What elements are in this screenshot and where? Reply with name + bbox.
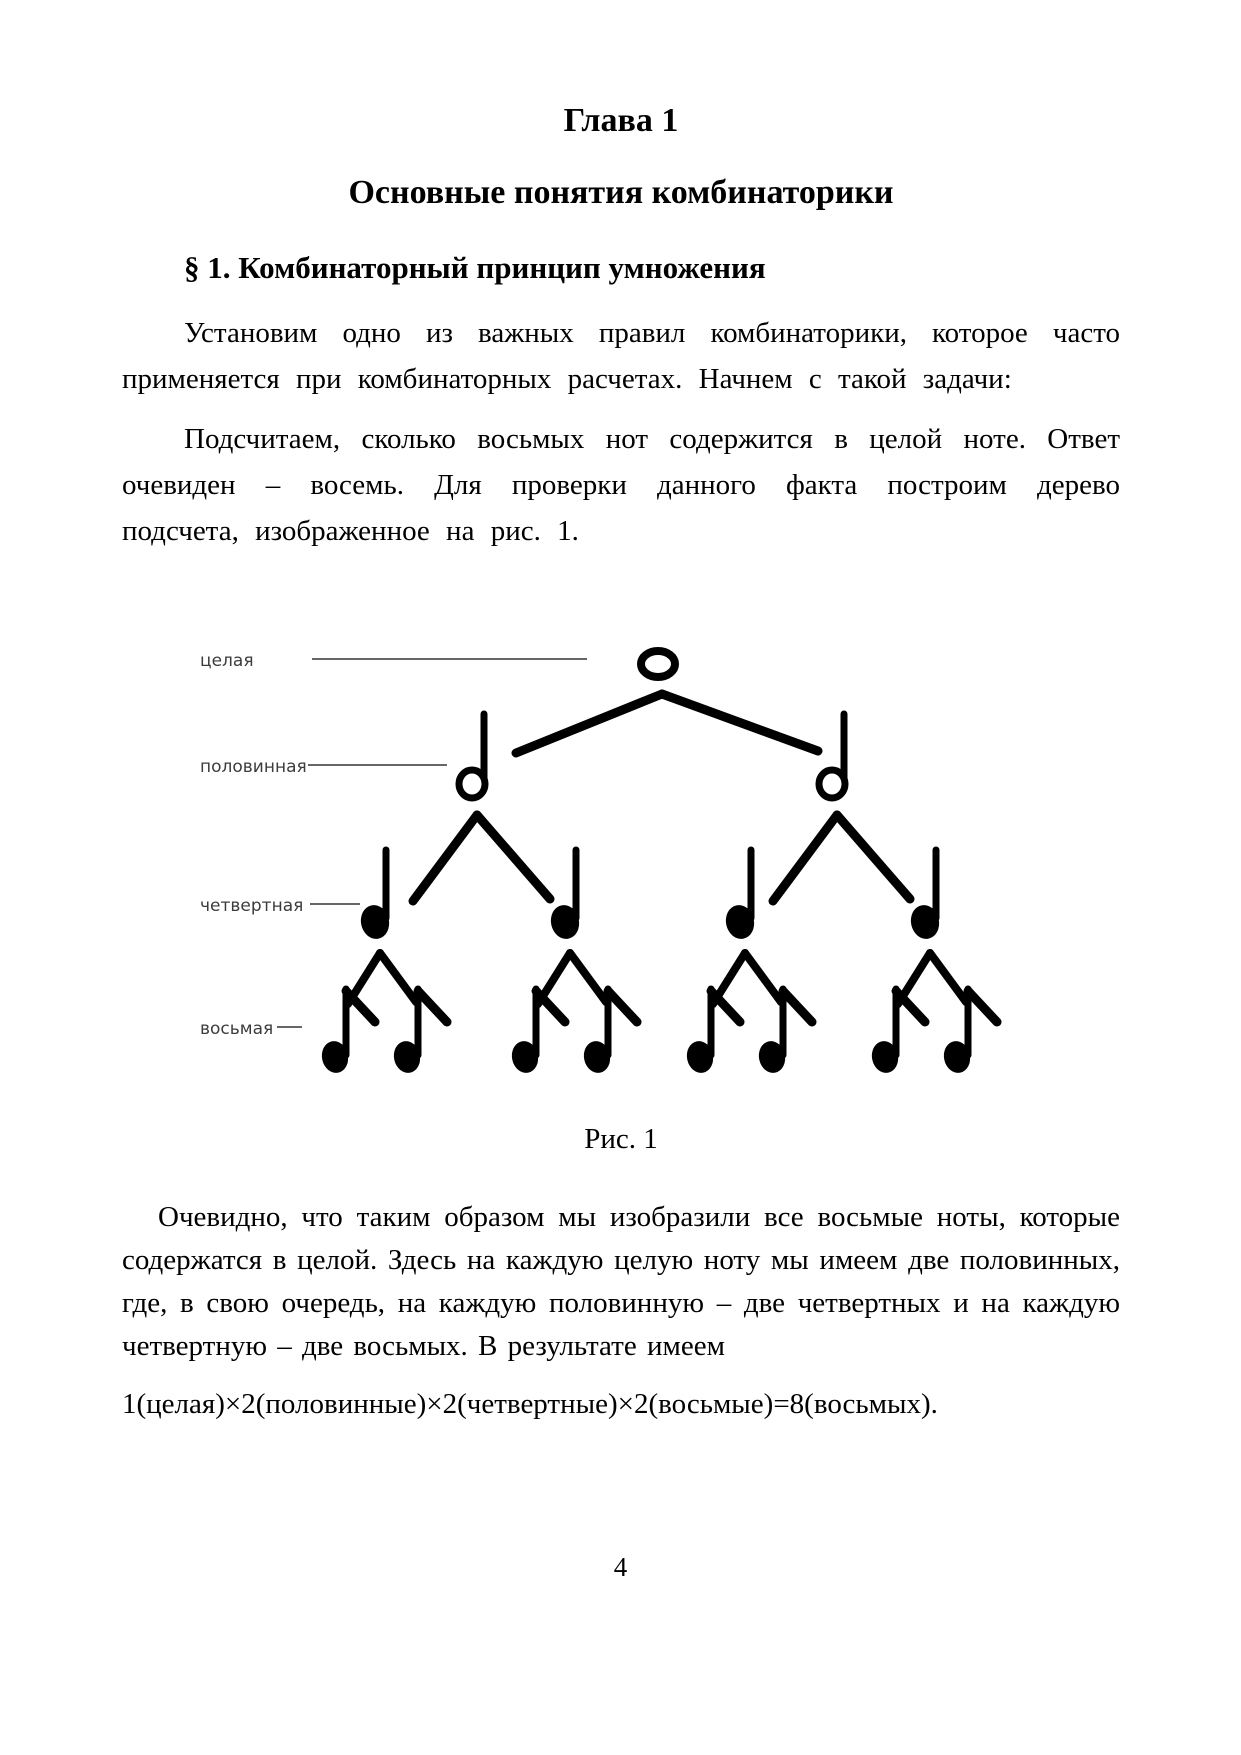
figure-note-tree bbox=[122, 572, 1120, 1160]
label-eighth-note: восьмая bbox=[200, 1019, 274, 1039]
page-number: 4 bbox=[613, 1552, 628, 1582]
branches-level-1 bbox=[516, 694, 818, 753]
branches-level-2 bbox=[413, 815, 910, 901]
eighth-note-icon bbox=[869, 989, 925, 1075]
eighth-note-icon bbox=[319, 989, 375, 1075]
quarter-note-icon bbox=[723, 850, 757, 942]
page-content bbox=[122, 0, 1120, 1426]
formula: 1(целая)×2(половинные)×2(четвертные)×2(восьмые)=8(восьмых). bbox=[122, 1388, 938, 1420]
eighth-note-icon bbox=[509, 989, 565, 1075]
figure-caption: Рис. 1 bbox=[584, 1123, 658, 1155]
eighth-note-icon bbox=[941, 989, 997, 1075]
label-quarter-note: четвертная bbox=[200, 896, 304, 916]
paragraph-intro: Установим одно из важных правил комбинаторики, которое часто применяется при комбинаторных расчетах. Начнем с такой задачи: bbox=[122, 317, 1120, 395]
eighth-note-icon bbox=[581, 989, 637, 1075]
eighth-note-icon bbox=[684, 989, 740, 1075]
half-note-icon bbox=[459, 714, 485, 798]
eighth-note-icon bbox=[391, 989, 447, 1075]
eighth-note-icon bbox=[756, 989, 812, 1075]
label-whole-note: целая bbox=[200, 651, 254, 671]
paragraph-task: Подсчитаем, сколько восьмых нот содержится в целой ноте. Ответ очевиден – восемь. Для проверки данного факта построим дерево подсчета, изображенное на рис. 1. bbox=[122, 423, 1120, 547]
paragraph-conclusion: Очевидно, что таким образом мы изобразили все восьмые ноты, которые содержатся в целой. Здесь на каждую целую ноту мы имеем две половинных, где, в свою очередь, на каждую половинную – две четвертных и на каждую четвертную – две восьмых. В результате имеем bbox=[122, 1201, 1120, 1362]
whole-note-icon bbox=[641, 651, 675, 677]
half-note-icon bbox=[819, 714, 845, 798]
chapter-heading: Глава 1 bbox=[563, 102, 679, 139]
chapter-title: Основные понятия комбинаторики bbox=[348, 174, 894, 211]
quarter-note-icon bbox=[358, 850, 392, 942]
note-tree-diagram bbox=[150, 572, 1110, 1092]
branches-level-3 bbox=[348, 953, 966, 1004]
label-half-note: половинная bbox=[200, 757, 307, 777]
section-heading: § 1. Комбинаторный принцип умножения bbox=[184, 250, 766, 285]
